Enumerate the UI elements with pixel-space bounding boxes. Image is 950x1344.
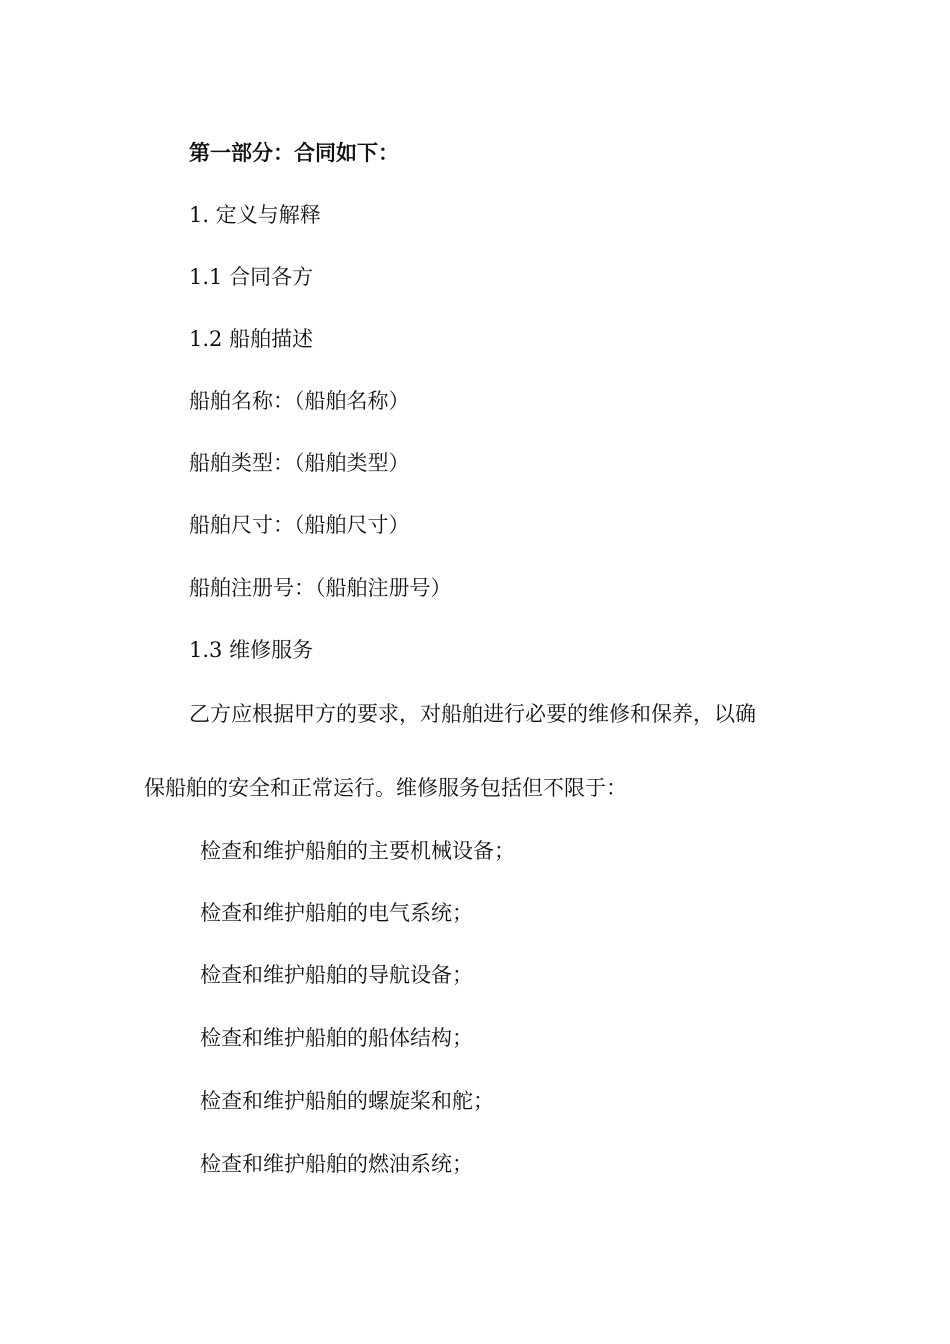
maintenance-paragraph-line1: 乙方应根据甲方的要求，对船舶进行必要的维修和保养，以确 bbox=[189, 702, 756, 726]
vessel-type-field bbox=[189, 449, 410, 477]
field-value: （船舶注册号） bbox=[315, 576, 452, 600]
list-item: 检查和维护船舶的主要机械设备； bbox=[200, 839, 515, 863]
definitions-title: 1. 定义与解释 bbox=[189, 203, 321, 227]
field-label: 船舶尺寸： bbox=[189, 513, 294, 537]
field-value: （船舶名称） bbox=[294, 389, 410, 413]
vessel-size-field bbox=[189, 511, 410, 539]
list-item: 检查和维护船舶的船体结构； bbox=[200, 1026, 473, 1050]
maintenance-paragraph-line2: 保船舶的安全和正常运行。维修服务包括但不限于： bbox=[144, 776, 627, 800]
section-heading: 第一部分：合同如下： bbox=[189, 140, 399, 165]
vessel-registration-field bbox=[189, 574, 452, 602]
field-label: 船舶注册号： bbox=[189, 576, 315, 600]
field-label: 船舶名称： bbox=[189, 389, 294, 413]
field-value: （船舶类型） bbox=[294, 451, 410, 475]
list-item: 检查和维护船舶的燃油系统； bbox=[200, 1152, 473, 1176]
maintenance-title: 1.3 维修服务 bbox=[189, 638, 314, 662]
parties-title: 1.1 合同各方 bbox=[189, 265, 314, 289]
field-label: 船舶类型： bbox=[189, 451, 294, 475]
field-value: （船舶尺寸） bbox=[294, 513, 410, 537]
vessel-name-field bbox=[189, 387, 410, 415]
list-item: 检查和维护船舶的电气系统； bbox=[200, 901, 473, 925]
vessel-description-title: 1.2 船舶描述 bbox=[189, 327, 314, 351]
list-item: 检查和维护船舶的螺旋桨和舵； bbox=[200, 1089, 494, 1113]
list-item: 检查和维护船舶的导航设备； bbox=[200, 963, 473, 987]
